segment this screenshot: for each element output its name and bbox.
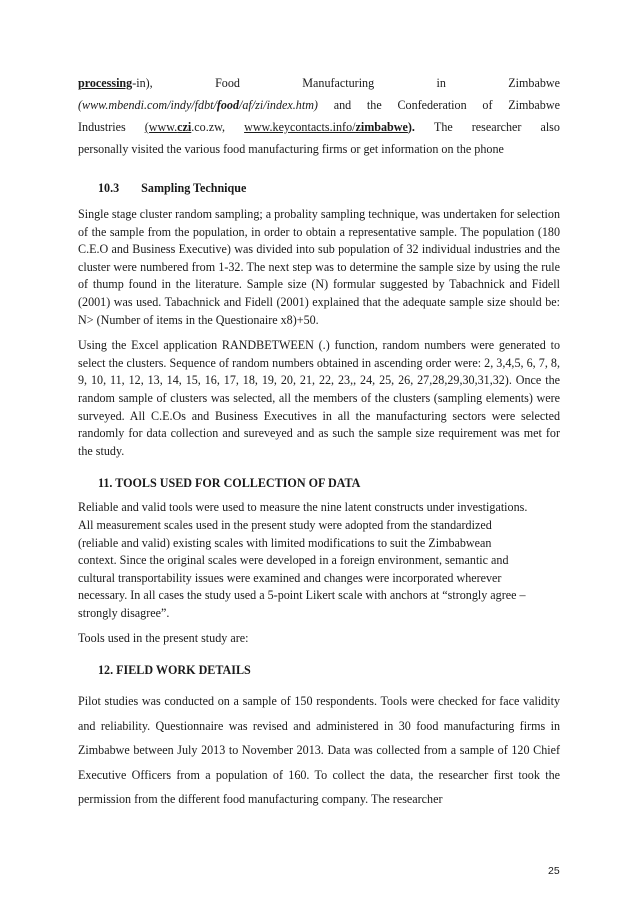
czi-link[interactable]: (www.czi.co.zw, (144, 120, 226, 134)
fieldwork-paragraph: Pilot studies was conducted on a sample of 150 respondents. Tools were checked for face validity and reliability. Questionnaire was revised and administered in 30 food manufacturing firms in Zimbabwe between July 2013 to November 2013. Data was collected from a sample of 120 Chief Executive Officers from a population of 160. To collect the data, the researcher first took the permission from the different food manufacturing company. The researcher (78, 694, 560, 807)
intro-line-2: (www.mbendi.com/indy/fdbt/food/af/zi/index.htm) and the Confederation of Zimbabwe (78, 94, 560, 116)
sampling-heading: 10.3 Sampling Technique (98, 181, 247, 195)
keycontacts-link[interactable]: www.keycontacts.info/zimbabwe). (244, 120, 415, 134)
sampling-paragraph-2: Using the Excel application RANDBETWEEN (.) function, random numbers were generated to select the clusters. Sequence of random numbers obtained in ascending order were: 2, 3,4,5, 6, 7, 8, 9, 10, 11, 12, 13, 14, 15, 16, 17, 18, 19, 20, 21, 22, 23,, 24, 25, 26, 27,28,29,30,31,32). Once the random sample of clusters was selected, all the members of the clusters (sampling elements) were surveyed. All C.E.Os and Business Executives in all the manufacturing sectors were selected randomly for data collection and sureveyed and as such the sample size requirement was met for the study. (78, 338, 560, 458)
intro-line-4: personally visited the various food manufacturing firms or get information on the phone (78, 142, 504, 156)
page-number: 25 (548, 865, 560, 877)
tools-paragraph: Reliable and valid tools were used to measure the nine latent constructs under investigations. All measurement scales used in the present study were adopted from the standardized (reliable and valid) existing scales with limited modifications to suit the Zimbabwean context. Since the original scales were developed in a foreign environment, semantic and cultural transportability issues were examined and changes were incorporated wherever necessary. In all cases the study used a 5-point Likert scale with anchors at “strongly agree – strongly disagree”. (78, 500, 528, 620)
fieldwork-heading: 12. FIELD WORK DETAILS (98, 663, 251, 678)
sampling-paragraph-1: Single stage cluster random sampling; a probality sampling technique, was undertaken for selection of the sample from the population, in order to obtain a representative sample. The population (180 C.E.O and Business Executive) was divided into sub population of 32 individual industries and the cluster were numbered from 1-32. The next step was to determine the sample size by using the rule of thump found in the literature. Sample size (N) formular suggested by Tabachnick and Fidell (2001) was used. Tabachnick and Fidell (2001) explained that the adequate sample size should be: N> (Number of items in the Questionaire x8)+50. (78, 207, 560, 327)
intro-line-3: Industries (www.czi.co.zw, www.keycontacts.info/zimbabwe). The researcher also (78, 116, 560, 138)
tools-heading: 11. TOOLS USED FOR COLLECTION OF DATA (98, 476, 361, 491)
page-content (78, 72, 560, 812)
tools-present-line: Tools used in the present study are: (78, 631, 249, 646)
processing-word: processing (78, 76, 133, 90)
intro-line-1: processing-in), Food Manufacturing in Zimbabwe (78, 76, 560, 90)
mbendi-link[interactable]: (www.mbendi.com/indy/fdbt/food/af/zi/index.htm) (78, 98, 318, 112)
